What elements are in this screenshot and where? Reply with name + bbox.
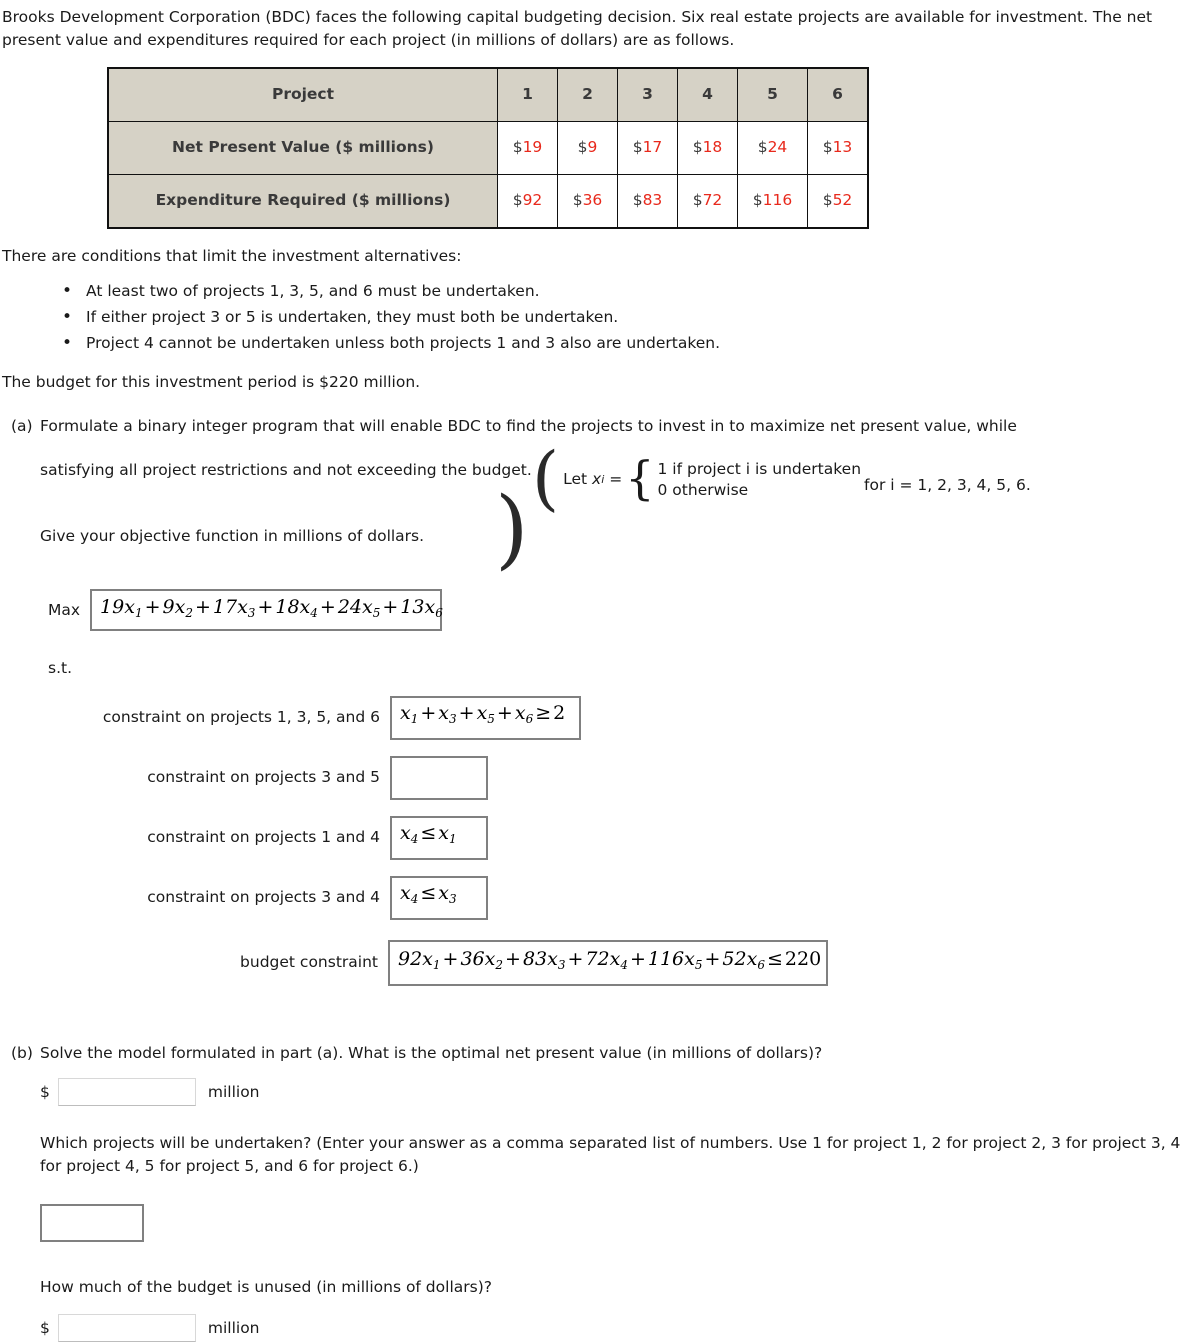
- currency-symbol: $: [632, 138, 643, 157]
- subject-to-label: s.t.: [48, 659, 73, 678]
- list-item: • If either project 3 or 5 is undertaken, they must both be undertaken.: [56, 305, 1196, 329]
- exp-value-4: 72: [702, 191, 723, 210]
- currency-symbol: $: [632, 191, 643, 210]
- exp-project-4: [678, 174, 738, 228]
- budget-constraint-row: [0, 940, 1196, 986]
- npv-value-2: 9: [587, 138, 598, 157]
- exp-value-1: 92: [522, 191, 543, 210]
- constraint-box-35[interactable]: [390, 756, 488, 800]
- objective-row: [48, 589, 1196, 631]
- part-a-line2-prefix: satisfying all project restrictions and not exceeding the budget.: [40, 460, 532, 479]
- constraint-label-14: constraint on projects 1 and 4: [147, 828, 380, 847]
- budget-constraint-box[interactable]: [388, 940, 828, 986]
- dollar-sign: $: [40, 1082, 50, 1101]
- million-unit-label: million: [207, 1318, 260, 1337]
- objective-function-box[interactable]: [90, 589, 442, 631]
- npv-answer-input[interactable]: [58, 1078, 196, 1106]
- cases-construct: [625, 450, 862, 505]
- table-col-5: 5: [738, 68, 808, 122]
- part-b-letter: (b): [11, 1043, 33, 1062]
- npv-project-3: [618, 121, 678, 174]
- exp-project-6: [808, 174, 869, 228]
- part-a-letter: (a): [11, 417, 33, 436]
- npv-project-4: [678, 121, 738, 174]
- npv-value-6: 13: [832, 138, 853, 157]
- part-a-line3: Give your objective function in millions of dollars.: [40, 526, 425, 545]
- exp-value-6: 52: [832, 191, 853, 210]
- equals-sign: =: [609, 470, 623, 489]
- npv-value-1: 19: [522, 138, 543, 157]
- currency-symbol: $: [822, 138, 833, 157]
- constraint-row-1: [0, 696, 1196, 740]
- exp-project-3: [618, 174, 678, 228]
- table-col-1: 1: [498, 68, 558, 122]
- exp-value-2: 36: [582, 191, 603, 210]
- exp-project-2: [558, 174, 618, 228]
- constraint-label-1356: constraint on projects 1, 3, 5, and 6: [102, 708, 380, 727]
- part-b-question-2: Which projects will be undertaken? (Enter your answer as a comma separated list of numbers. Use 1 for project 1, 2 for project 2, 3 for project 3, 4 for project 4, 5 for project 5, and 6 for project 6.): [40, 1133, 1181, 1176]
- table-header-row: [108, 68, 868, 122]
- part-b-question-1: Solve the model formulated in part (a). What is the optimal net present value (in millions of dollars)?: [40, 1043, 823, 1062]
- row-label-expenditure: Expenditure Required ($ millions): [108, 174, 498, 228]
- currency-symbol: $: [757, 138, 768, 157]
- npv-value-4: 18: [702, 138, 723, 157]
- cases-rows: [658, 459, 862, 501]
- exp-project-1: [498, 174, 558, 228]
- part-b-question-3: How much of the budget is unused (in millions of dollars)?: [40, 1278, 492, 1297]
- case-zero: 0 otherwise: [657, 480, 749, 499]
- let-definition-block: [531, 437, 1031, 520]
- unused-answer-row: [40, 1314, 1196, 1342]
- project-data-table-wrapper: [107, 67, 1196, 229]
- constraint-expression-14: $x_4 \le x_1$: [400, 821, 457, 846]
- for-range-text: for i = 1, 2, 3, 4, 5, 6.: [864, 476, 1031, 495]
- projects-answer-input[interactable]: [40, 1204, 144, 1242]
- currency-symbol: $: [822, 191, 833, 210]
- row-label-npv: Net Present Value ($ millions): [108, 121, 498, 174]
- constraint-expression-1356: $x_1 + x_3 + x_5 + x_6 \ge 2$: [400, 701, 566, 726]
- part-a-line1: Formulate a binary integer program that will enable BDC to find the projects to invest in to maximize net present value, while: [40, 417, 1017, 436]
- table-header-project: Project: [108, 68, 498, 122]
- table-col-6: 6: [808, 68, 869, 122]
- part-a: [0, 415, 1196, 579]
- budget-constraint-label: budget constraint: [240, 953, 378, 972]
- currency-symbol: $: [572, 191, 583, 210]
- conditions-list: [0, 279, 1196, 355]
- max-label: Max: [48, 600, 81, 619]
- intro-paragraph: Brooks Development Corporation (BDC) faces the following capital budgeting decision. Six real estate projects are available for investment. The net present value and expenditures required for each project (in millions of dollars) are as follows.: [2, 8, 1153, 50]
- objective-expression: $19x_1 + 9x_2 + 17x_3 + 18x_4 + 24x_5 + 13x_6$: [100, 596, 443, 621]
- let-label: Let: [563, 470, 588, 489]
- let-variable: x: [592, 470, 602, 489]
- budget-constraint-expression: $92x_1 + 36x_2 + 83x_3 + 72x_4 + 116x_5 + 52x_6 \le 220$: [398, 947, 822, 972]
- currency-symbol: $: [752, 191, 763, 210]
- constraint-box-14[interactable]: [390, 816, 488, 860]
- part-b: [0, 1042, 1196, 1342]
- table-col-3: 3: [618, 68, 678, 122]
- currency-symbol: $: [692, 138, 703, 157]
- constraint-box-34[interactable]: [390, 876, 488, 920]
- table-col-2: 2: [558, 68, 618, 122]
- case-one: 1 if project i is undertaken: [657, 459, 862, 478]
- npv-project-2: [558, 121, 618, 174]
- project-data-table: [107, 67, 869, 229]
- conditions-lead-in: There are conditions that limit the investment alternatives:: [2, 246, 462, 265]
- part-a-line2: [40, 437, 1196, 520]
- table-row: [108, 174, 868, 228]
- list-item: • At least two of projects 1, 3, 5, and 6 must be undertaken.: [56, 279, 1196, 303]
- part-a-line3-wrapper: Give your objective function in millions of dollars. ): [40, 478, 529, 579]
- list-item: • Project 4 cannot be undertaken unless both projects 1 and 3 also are undertaken.: [56, 331, 1196, 355]
- million-unit-label: million: [207, 1082, 260, 1101]
- currency-symbol: $: [512, 191, 523, 210]
- exp-value-5: 116: [762, 191, 793, 210]
- let-subscript: i: [601, 472, 605, 486]
- unused-answer-input[interactable]: [58, 1314, 196, 1342]
- npv-answer-row: [40, 1078, 1196, 1106]
- dollar-sign: $: [40, 1318, 50, 1337]
- constraint-row-3: [0, 816, 1196, 860]
- constraint-box-1356[interactable]: [390, 696, 581, 740]
- budget-statement: The budget for this investment period is $220 million.: [2, 373, 421, 392]
- left-curly-brace-glyph: {: [625, 450, 655, 505]
- exp-value-3: 83: [642, 191, 663, 210]
- currency-symbol: $: [512, 138, 523, 157]
- constraint-label-35: constraint on projects 3 and 5: [147, 768, 380, 787]
- npv-value-3: 17: [642, 138, 663, 157]
- exp-project-5: [738, 174, 808, 228]
- table-row: [108, 121, 868, 174]
- npv-project-1: [498, 121, 558, 174]
- constraint-row-2: [0, 756, 1196, 800]
- table-col-4: 4: [678, 68, 738, 122]
- npv-project-6: [808, 121, 869, 174]
- currency-symbol: $: [577, 138, 588, 157]
- npv-value-5: 24: [767, 138, 788, 157]
- constraint-label-34: constraint on projects 3 and 4: [147, 888, 380, 907]
- npv-project-5: [738, 121, 808, 174]
- constraint-row-4: [0, 876, 1196, 920]
- constraint-expression-34: $x_4 \le x_3$: [400, 881, 457, 906]
- currency-symbol: $: [692, 191, 703, 210]
- open-paren-glyph: (: [531, 437, 560, 520]
